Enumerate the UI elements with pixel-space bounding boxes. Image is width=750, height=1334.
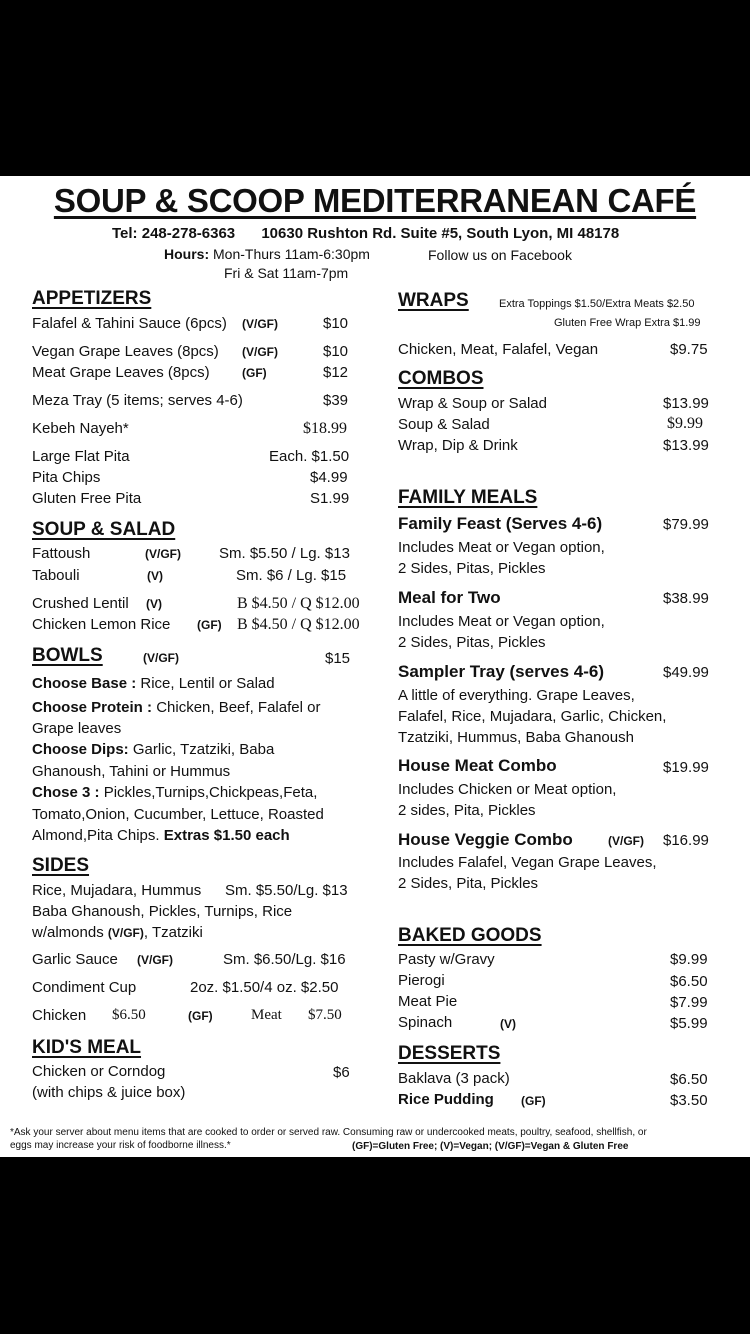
menu-item-name: Chicken	[32, 1007, 87, 1024]
menu-item-desc: Includes Falafel, Vegan Grape Leaves,	[398, 854, 657, 871]
menu-item-desc: Includes Meat or Vegan option,	[398, 613, 605, 630]
menu-item-price: Sm. $6 / Lg. $15	[236, 567, 347, 584]
menu-item-name: Pasty w/Gravy	[398, 951, 495, 968]
bowl-extras: Extras $1.50 each	[163, 827, 290, 844]
menu-item-name: Kebeh Nayeh*	[32, 420, 129, 437]
sides-line-1: Rice, Mujadara, Hummus	[32, 882, 202, 899]
menu-item-price: $9.75	[670, 341, 708, 358]
diet-tag: (V)	[147, 569, 163, 583]
menu-item-name: Chicken, Meat, Falafel, Vegan	[398, 341, 599, 358]
meal-for-two-title: Meal for Two	[398, 588, 501, 607]
menu-item-name: Pierogi	[398, 972, 445, 989]
menu-item-name: Spinach	[398, 1014, 453, 1031]
menu-item-price: $9.99	[667, 415, 703, 432]
bowl-base-line	[32, 675, 275, 692]
menu-item-name: Rice Pudding	[398, 1091, 494, 1108]
menu-item-price: $3.50	[670, 1092, 708, 1109]
section-wraps: WRAPS	[398, 290, 469, 311]
kids-line-1: Chicken or Corndog	[32, 1063, 166, 1080]
footer-disclaimer-2: eggs may increase your risk of foodborne illness.*	[10, 1140, 231, 1151]
menu-item-price: $13.99	[663, 395, 709, 412]
menu-item-price: $18.99	[303, 420, 347, 437]
menu-item-name: Falafel & Tahini Sauce (6pcs)	[32, 315, 227, 332]
diet-tag: (GF)	[188, 1009, 213, 1023]
family-feast-title: Family Feast (Serves 4-6)	[398, 514, 603, 533]
menu-item-price: $49.99	[663, 664, 709, 681]
hours-weekend: Fri & Sat 11am-7pm	[224, 265, 349, 281]
section-bowls: BOWLS	[32, 645, 103, 666]
menu-item-price: $7.99	[670, 994, 708, 1011]
menu-item-desc: 2 Sides, Pitas, Pickles	[398, 634, 546, 651]
menu-item-name: Wrap & Soup or Salad	[398, 395, 547, 412]
footer-disclaimer-1: *Ask your server about menu items that are cooked to order or served raw. Consuming raw or undercooked meats, poultry, seafood, shellfish, or	[10, 1127, 647, 1138]
bowl-chose3-label: Chose 3 :	[32, 784, 100, 801]
menu-item-price: $19.99	[663, 759, 709, 776]
menu-item-price: $13.99	[663, 437, 709, 454]
tel-label: Tel:	[112, 225, 138, 242]
footer-legend: (GF)=Gluten Free; (V)=Vegan; (V/GF)=Vegan & Gluten Free	[352, 1141, 629, 1152]
menu-item-desc: Includes Chicken or Meat option,	[398, 781, 617, 798]
menu-item-price: $12	[323, 364, 349, 381]
menu-item-desc: Tzatziki, Hummus, Baba Ghanoush	[398, 729, 634, 746]
sides-line-3b: , Tzatziki	[143, 924, 203, 941]
contact-line	[112, 225, 619, 242]
diet-tag: (V/GF)	[145, 547, 181, 561]
section-appetizers: APPETIZERS	[32, 288, 152, 309]
menu-item-name: Crushed Lentil	[32, 595, 129, 612]
sides-price: Sm. $5.50/Lg. $13	[225, 882, 348, 899]
menu-item-price: Sm. $5.50 / Lg. $13	[219, 545, 350, 562]
menu-item-name: Garlic Sauce	[32, 951, 118, 968]
menu-item-price: 2oz. $1.50/4 oz. $2.50	[190, 979, 339, 996]
menu-item-price: $39	[323, 392, 349, 409]
menu-item-desc: Includes Meat or Vegan option,	[398, 539, 605, 556]
house-veggie-combo-title: House Veggie Combo	[398, 830, 573, 849]
bowl-dips-line	[32, 741, 274, 758]
menu-item-name: Meat	[251, 1007, 282, 1023]
menu-item-name: Chicken Lemon Rice	[32, 616, 171, 633]
menu-item-desc: 2 Sides, Pita, Pickles	[398, 875, 539, 892]
menu-item-price: $38.99	[663, 590, 709, 607]
menu-item-price: $6.50	[112, 1007, 146, 1023]
section-soup-salad: SOUP & SALAD	[32, 519, 176, 540]
menu-item-price: $6.50	[670, 973, 708, 990]
wraps-note-gf: Gluten Free Wrap Extra $1.99	[554, 317, 701, 329]
menu-item-name: Condiment Cup	[32, 979, 137, 996]
address: 10630 Rushton Rd. Suite #5, South Lyon, MI 48178	[261, 225, 620, 242]
menu-item-price: $9.99	[670, 951, 708, 968]
menu-item-price: $4.99	[310, 469, 348, 486]
bowl-dips-options-cont: Ghanoush, Tahini or Hummus	[32, 763, 231, 780]
menu-item-price: $10	[323, 343, 349, 360]
diet-tag: (GF)	[197, 618, 222, 632]
menu-item-price: $6	[333, 1064, 350, 1081]
menu-item-price: B $4.50 / Q $12.00	[237, 616, 360, 633]
section-combos: COMBOS	[398, 368, 484, 389]
menu-item-name: Meza Tray (5 items; serves 4-6)	[32, 392, 243, 409]
diet-tag: (V/GF)	[143, 651, 179, 665]
hours-line	[164, 246, 370, 262]
sides-line-3	[32, 924, 203, 941]
sampler-tray-title: Sampler Tray (serves 4-6)	[398, 662, 605, 681]
sides-line-3a: w/almonds	[32, 924, 104, 941]
menu-item-name: Vegan Grape Leaves (8pcs)	[32, 343, 219, 360]
diet-tag: (GF)	[242, 366, 267, 380]
menu-item-desc: 2 sides, Pita, Pickles	[398, 802, 536, 819]
diet-tag: (V)	[146, 597, 162, 611]
menu-item-desc: Falafel, Rice, Mujadara, Garlic, Chicken,	[398, 708, 667, 725]
section-kids-meal: KID'S MEAL	[32, 1037, 142, 1058]
phone-number[interactable]: 248-278-6363	[141, 225, 236, 242]
bowl-chose3-options-cont: Tomato,Onion, Cucumber, Lettuce, Roasted	[32, 806, 324, 823]
diet-tag: (V/GF)	[107, 926, 144, 940]
menu-item-desc: 2 Sides, Pitas, Pickles	[398, 560, 546, 577]
bowl-chose3-options-end	[32, 827, 290, 844]
menu-item-price: Each. $1.50	[269, 448, 350, 465]
bowl-base-options: Rice, Lentil or Salad	[140, 675, 275, 692]
menu-title: SOUP & SCOOP MEDITERRANEAN CAFÉ	[53, 182, 697, 219]
kids-line-2: (with chips & juice box)	[32, 1084, 186, 1101]
bowl-chose3-last: Almond,Pita Chips.	[32, 827, 160, 844]
bowl-protein-options-cont: Grape leaves	[32, 720, 122, 737]
menu-item-price: $10	[323, 315, 349, 332]
menu-item-price: $79.99	[663, 516, 709, 533]
menu-item-desc: A little of everything. Grape Leaves,	[398, 687, 635, 704]
bowl-base-label: Choose Base :	[32, 675, 137, 692]
menu-item-name: Fattoush	[32, 545, 91, 562]
section-family-meals: FAMILY MEALS	[398, 487, 538, 508]
diet-tag: (V)	[500, 1017, 516, 1031]
bowl-dips-label: Choose Dips:	[32, 741, 129, 758]
hours-weekday: Mon-Thurs 11am-6:30pm	[213, 246, 370, 262]
bowl-protein-line	[32, 699, 320, 716]
section-desserts: DESSERTS	[398, 1043, 501, 1064]
social-note: Follow us on Facebook	[428, 247, 572, 263]
house-meat-combo-title: House Meat Combo	[398, 756, 557, 775]
menu-item-name: Tabouli	[32, 567, 80, 584]
sides-line-2: Baba Ghanoush, Pickles, Turnips, Rice	[32, 903, 293, 920]
menu-item-name: Large Flat Pita	[32, 448, 130, 465]
bowl-chose3-options: Pickles,Turnips,Chickpeas,Feta,	[103, 784, 318, 801]
menu-item-name: Wrap, Dip & Drink	[398, 437, 518, 454]
bowl-protein-label: Choose Protein :	[32, 699, 153, 716]
diet-tag: (V/GF)	[242, 317, 278, 331]
menu-item-price: B $4.50 / Q $12.00	[237, 595, 360, 612]
menu-item-name: Meat Pie	[398, 993, 458, 1010]
section-sides: SIDES	[32, 855, 90, 876]
menu-item-price: $6.50	[670, 1071, 708, 1088]
menu-item-price: $15	[325, 650, 351, 667]
menu-item-name: Pita Chips	[32, 469, 101, 486]
diet-tag: (GF)	[521, 1094, 546, 1108]
menu-item-price: $7.50	[308, 1007, 342, 1023]
menu-item-price: $16.99	[663, 832, 709, 849]
section-baked-goods: BAKED GOODS	[398, 925, 542, 946]
bowl-chose3-line	[32, 784, 317, 801]
menu-item-name: Soup & Salad	[398, 416, 490, 433]
menu-item-name: Gluten Free Pita	[32, 490, 142, 507]
diet-tag: (V/GF)	[137, 953, 173, 967]
diet-tag: (V/GF)	[608, 834, 644, 848]
menu-item-price: S1.99	[310, 490, 350, 507]
menu-page	[0, 176, 750, 1157]
menu-item-name: Baklava (3 pack)	[398, 1070, 510, 1087]
hours-label: Hours:	[164, 246, 210, 262]
bowl-dips-options: Garlic, Tzatziki, Baba	[132, 741, 275, 758]
menu-item-name: Meat Grape Leaves (8pcs)	[32, 364, 210, 381]
menu-item-price: Sm. $6.50/Lg. $16	[223, 951, 346, 968]
menu-item-price: $5.99	[670, 1015, 708, 1032]
bowl-protein-options: Chicken, Beef, Falafel or	[156, 699, 321, 716]
diet-tag: (V/GF)	[242, 345, 278, 359]
wraps-note-extras: Extra Toppings $1.50/Extra Meats $2.50	[499, 298, 695, 310]
